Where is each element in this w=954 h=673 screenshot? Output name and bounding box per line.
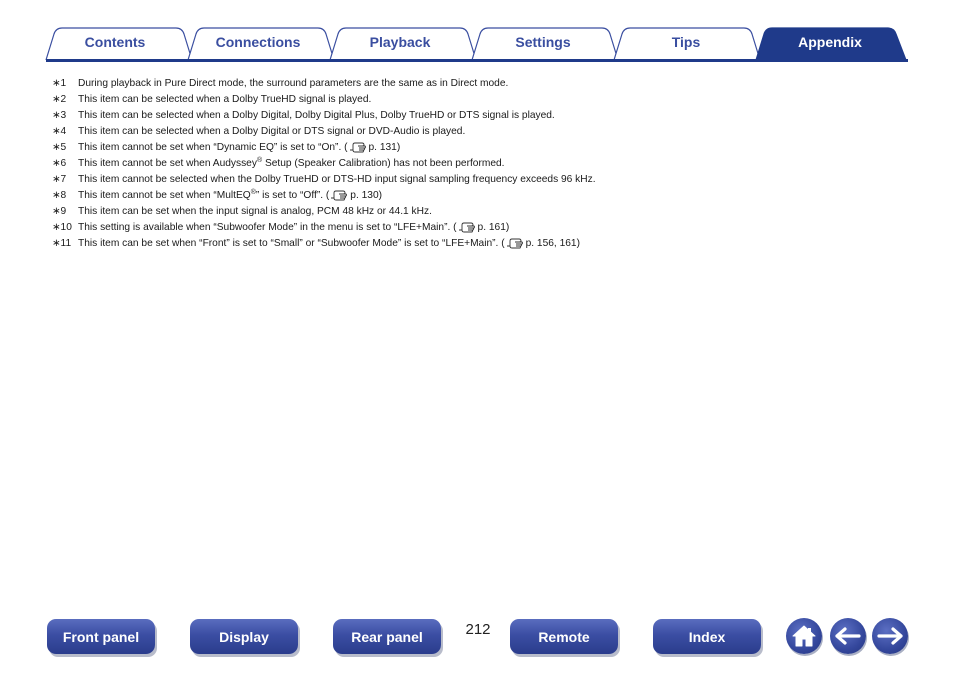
page-number: 212 [465,621,491,638]
footnote [52,124,912,140]
page-reference-link[interactable]: p. 161) [477,222,510,233]
footnote-mark: ∗1 [52,78,67,89]
footnote-mark: ∗11 [52,238,72,249]
footnote [52,156,912,172]
tab-appendix[interactable]: Appendix [798,34,862,50]
tab-contents[interactable]: Contents [84,34,146,50]
page-reference-icon[interactable] [458,221,476,233]
registered-mark: ® [250,189,256,196]
footnote-text-part: This setting is available when “Subwoofer Mode” in the menu is set to “LFE+Main”. ( [78,222,457,233]
footnote [52,188,912,204]
footnote-text: This item can be selected when a Dolby Digital, Dolby Digital Plus, Dolby TrueHD or DTS signal is played. [78,110,555,121]
footnote-text-part: ” is set to “Off”. ( [255,190,330,201]
footnote [52,236,912,252]
rear-panel-button[interactable]: Rear panel [333,619,441,654]
footnote [52,76,912,92]
arrow-left-icon [834,626,862,646]
page-reference-link[interactable]: p. 156, 161) [525,238,580,249]
footnote-list [52,76,912,252]
footnote-text: This item can be selected when a Dolby TrueHD signal is played. [78,94,372,105]
tab-tips[interactable]: Tips [671,34,701,50]
page-reference-icon[interactable] [506,237,524,249]
remote-button[interactable]: Remote [510,619,618,654]
home-icon [791,624,817,648]
footnote-text [78,188,382,204]
footnote-mark: ∗7 [52,174,67,185]
tab-underline [46,59,908,62]
footnote-text [78,156,505,172]
arrow-right-icon [876,626,904,646]
tab-settings[interactable]: Settings [515,34,571,50]
display-button[interactable]: Display [190,619,298,654]
footnote-mark: ∗9 [52,206,67,217]
back-button[interactable] [830,618,866,654]
footnote-mark: ∗4 [52,126,67,137]
footnote-text-part: Setup (Speaker Calibration) has not been performed. [262,158,505,169]
footnote-text-part: This item cannot be set when Audyssey [78,158,257,169]
page-reference-link[interactable]: p. 131) [368,142,401,153]
index-button[interactable]: Index [653,619,761,654]
footnote [52,108,912,124]
footnote-text-part: This item cannot be set when “Dynamic EQ” is set to “On”. ( [78,142,348,153]
tab-playback[interactable]: Playback [369,34,431,50]
page-reference-link[interactable]: p. 130) [350,190,382,201]
footnote-text [78,220,509,236]
tab-connections[interactable]: Connections [215,34,301,50]
footnote [52,204,912,220]
footnote-text: This item can be selected when a Dolby Digital or DTS signal or DVD-Audio is played. [78,126,466,137]
registered-mark: ® [256,157,263,164]
footnote-mark: ∗3 [52,110,67,121]
footnote-text-part: This item cannot be set when “MultEQ [78,190,251,201]
forward-button[interactable] [872,618,908,654]
footnote-text [78,236,580,252]
footnote-text: During playback in Pure Direct mode, the surround parameters are the same as in Direct mode. [78,78,509,89]
footnote [52,92,912,108]
home-button[interactable] [786,618,822,654]
footnote-mark: ∗5 [52,142,67,153]
footnote-mark: ∗6 [52,158,67,169]
footnote-mark: ∗8 [52,190,67,201]
footnote [52,220,912,236]
footnote-text [78,140,400,156]
footnote [52,140,912,156]
page-reference-icon[interactable] [330,189,348,201]
footnote-mark: ∗10 [52,222,72,233]
footnote-text: This item can be set when the input signal is analog, PCM 48 kHz or 44.1 kHz. [78,206,432,217]
chapter-tabs [0,0,954,66]
footnote [52,172,912,188]
footnote-mark: ∗2 [52,94,67,105]
footnote-text: This item cannot be selected when the Dolby TrueHD or DTS-HD input signal sampling frequency exceeds 96 kHz. [78,174,596,185]
page-reference-icon[interactable] [349,141,367,153]
front-panel-button[interactable]: Front panel [47,619,155,654]
footnote-text-part: This item can be set when “Front” is set to “Small” or “Subwoofer Mode” is set to “LFE+Main”. ( [78,238,505,249]
